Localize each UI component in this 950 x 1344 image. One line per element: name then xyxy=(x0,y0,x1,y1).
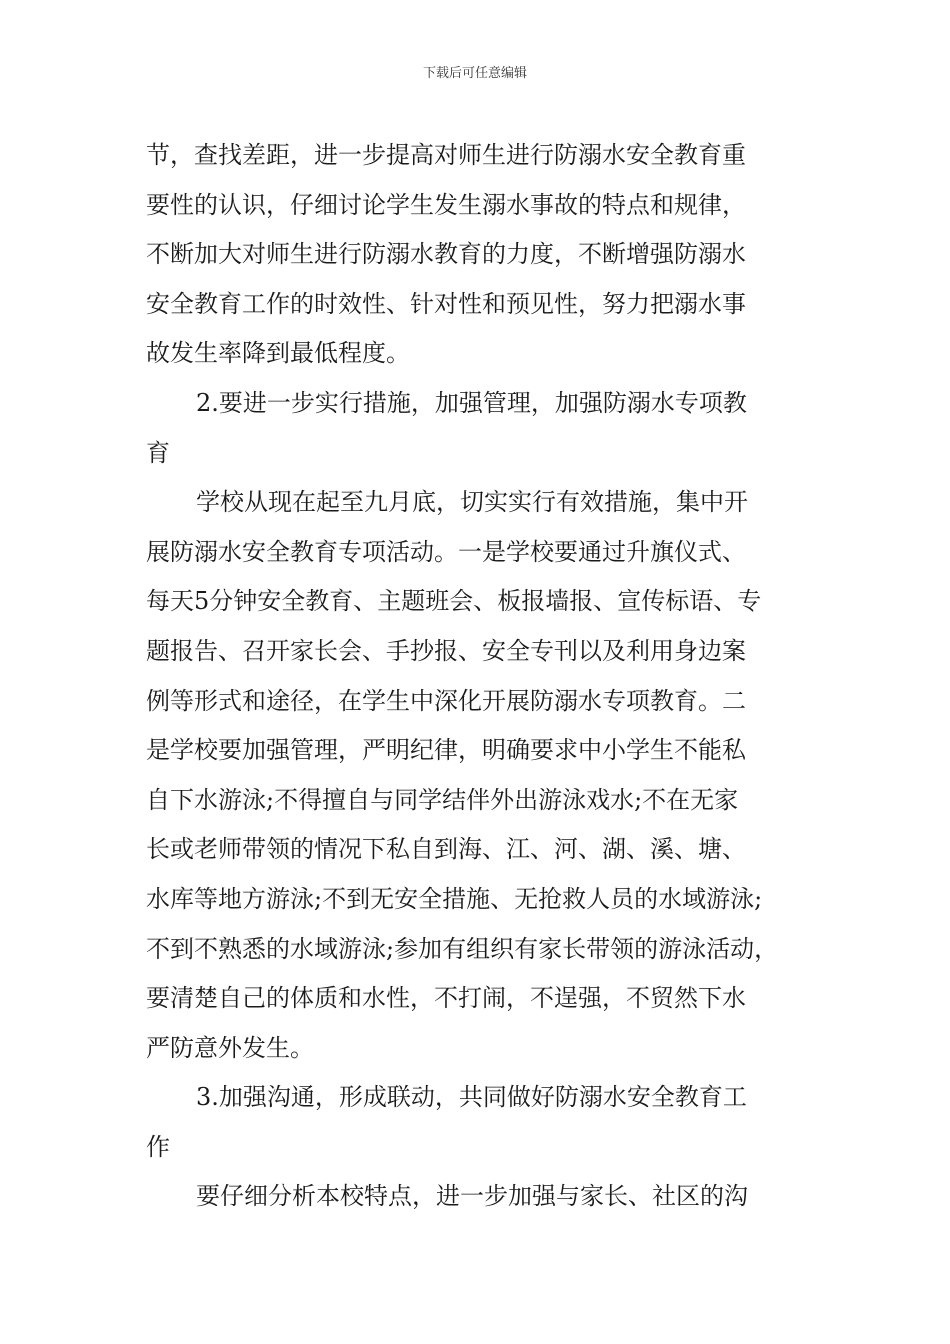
text-line: 安全教育工作的时效性、针对性和预见性，努力把溺水事 xyxy=(146,289,746,318)
text-line: 学校从现在起至九月底，切实实行有效措施，集中开 xyxy=(196,488,748,517)
text-line: 2.要进一步实行措施，加强管理，加强防溺水专项教 xyxy=(196,388,747,417)
text-line: 展防溺水安全教育专项活动。一是学校要通过升旗仪式、 xyxy=(146,537,746,566)
text-line: 要性的认识，仔细讨论学生发生溺水事故的特点和规律， xyxy=(146,190,746,219)
text-line: 3.加强沟通，形成联动，共同做好防溺水安全教育工 xyxy=(196,1083,747,1112)
text-line: 题报告、召开家长会、手抄报、安全专刊以及利用身边案 xyxy=(146,636,746,665)
text-line: 作 xyxy=(146,1132,170,1161)
document-body xyxy=(146,131,818,1222)
text-line: 故发生率降到最低程度。 xyxy=(146,339,410,368)
text-line: 自下水游泳;不得擅自与同学结伴外出游泳戏水;不在无家 xyxy=(146,785,739,814)
text-line: 例等形式和途径，在学生中深化开展防溺水专项教育。二 xyxy=(146,686,746,715)
text-line: 要仔细分析本校特点，进一步加强与家长、社区的沟 xyxy=(196,1182,748,1211)
text-line: 不断加大对师生进行防溺水教育的力度，不断增强防溺水 xyxy=(146,240,746,269)
text-line: 每天5分钟安全教育、主题班会、板报墙报、宣传标语、专 xyxy=(146,587,762,616)
text-line: 严防意外发生。 xyxy=(146,1033,314,1062)
text-line: 要清楚自己的体质和水性，不打闹，不逞强，不贸然下水 xyxy=(146,984,746,1013)
text-line: 水库等地方游泳;不到无安全措施、无抢救人员的水域游泳; xyxy=(146,884,763,913)
page-header: 下载后可任意编辑 xyxy=(422,66,527,81)
text-line: 育 xyxy=(146,438,170,467)
text-line: 是学校要加强管理，严明纪律，明确要求中小学生不能私 xyxy=(146,736,746,765)
text-line: 长或老师带领的情况下私自到海、江、河、湖、溪、塘、 xyxy=(146,835,746,864)
text-line: 节，查找差距，进一步提高对师生进行防溺水安全教育重 xyxy=(146,141,746,169)
text-line: 不到不熟悉的水域游泳;参加有组织有家长带领的游泳活动， xyxy=(146,934,779,963)
